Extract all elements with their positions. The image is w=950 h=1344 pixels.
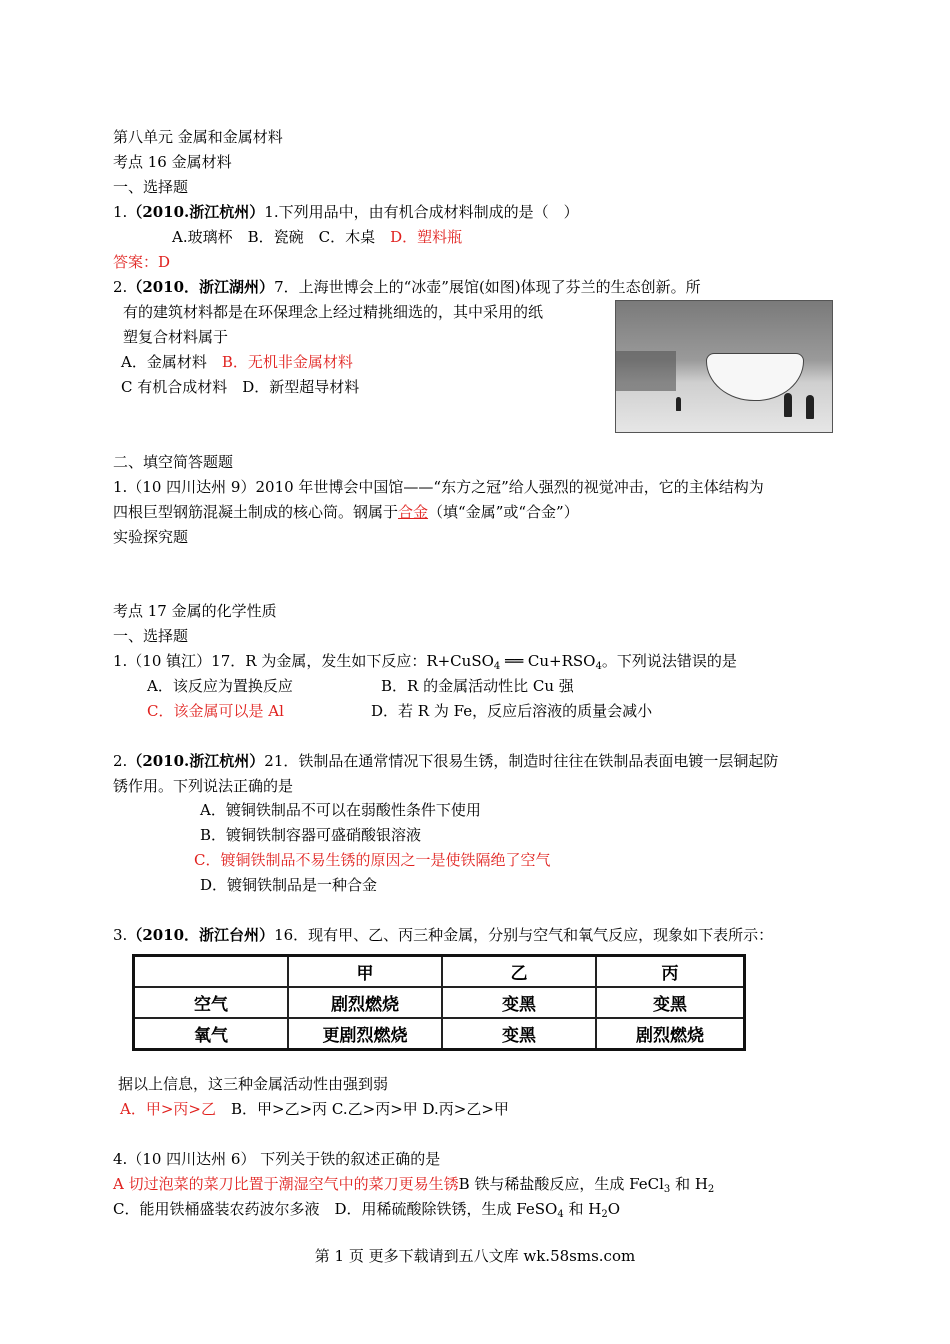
table-header-row [134, 956, 745, 988]
q-text: （填“金属”或“合金”） [428, 503, 579, 521]
t16-fq1-line1: 1.（10 四川达州 9）2010 年世博会中国馆——“东方之冠”给人强烈的视觉冲击，它的主体结构为 [113, 478, 764, 496]
table-cell: 剧烈燃烧 [596, 1018, 745, 1050]
t17-q1-option-c: C．该金属可以是 Al [147, 702, 284, 720]
option-d: 和 H [563, 1200, 602, 1218]
t17-q4-stem: 4.（10 四川达州 6） 下列关于铁的叙述正确的是 [113, 1150, 441, 1168]
table-header-cell: 丙 [596, 956, 745, 988]
t16-q2-line3: 塑复合材料属于 [123, 328, 229, 346]
t16-q2-line2: 有的建筑材料都是在环保理念上经过精挑细选的，其中采用的纸 [123, 303, 544, 321]
option-d: O [607, 1200, 621, 1218]
subscript: 4 [595, 661, 602, 672]
t16-q2-options-cd: C 有机合成材料 D．新型超导材料 [121, 378, 360, 396]
q-text: ══ Cu+RSO [500, 652, 596, 670]
t17-q2-option-b: B．镀铜铁制容器可盛硝酸银溶液 [200, 826, 422, 844]
table-cell: 变黑 [442, 1018, 596, 1050]
table-cell: 变黑 [442, 987, 596, 1018]
topic16-section-choice: 一、选择题 [113, 178, 189, 196]
t17-q1-option-a: A．该反应为置换反应 [147, 677, 293, 695]
table-cell: 氧气 [134, 1018, 289, 1050]
t17-q3-stem [113, 925, 773, 945]
option-a: A．金属材料 [121, 353, 222, 371]
q-text: 1.下列用品中，由有机合成材料制成的是（ ） [264, 203, 579, 221]
subscript: 3 [663, 1184, 671, 1195]
person-figure [676, 397, 681, 411]
option-d: D．用稀硫酸除铁锈，生成 FeSO [334, 1200, 558, 1218]
correct-option: A 切过泡菜的菜刀比置于潮湿空气中的菜刀更易生锈 [113, 1175, 459, 1193]
q-source: （2010.浙江杭州） [127, 203, 265, 221]
q-num: 1. [113, 203, 128, 221]
table-row [134, 1018, 745, 1050]
q-text: 四根巨型钢筋混凝土制成的核心筒。钢属于 [113, 503, 399, 521]
table-header-cell: 甲 [288, 956, 442, 988]
person-figure [806, 395, 814, 419]
topic16-title: 考点 16 金属材料 [113, 153, 232, 171]
q-text: 21．铁制品在通常情况下很易生锈，制造时往往在铁制品表面电镀一层铜起防 [264, 752, 779, 770]
correct-option: B．无机非金属材料 [221, 353, 353, 371]
table-cell: 更剧烈燃烧 [288, 1018, 442, 1050]
t16-q1-stem [113, 202, 579, 222]
t17-q2-option-a: A．镀铜铁制品不可以在弱酸性条件下使用 [200, 801, 481, 819]
t17-q3-options [120, 1099, 509, 1119]
q-text: 7．上海世博会上的“冰壶”展馆(如图)体现了芬兰的生态创新。所 [274, 278, 701, 296]
option-b: B 铁与稀盐酸反应，生成 FeCl [458, 1175, 664, 1193]
unit-title: 第八单元 金属和金属材料 [113, 128, 283, 146]
subscript: 2 [707, 1184, 715, 1195]
fill-answer: 合金 [398, 503, 429, 521]
t17-q4-options-ab [113, 1174, 714, 1194]
q-text: 1.（10 镇江）17．R 为金属，发生如下反应：R+CuSO [113, 652, 494, 670]
person-figure [784, 393, 792, 417]
t17-q4-options-cd [113, 1199, 620, 1219]
topic16-section-fill: 二、填空简答题题 [113, 453, 234, 471]
subscript: 4 [493, 661, 501, 672]
t17-q2-option-c: C．镀铜铁制品不易生锈的原因之一是使铁隔绝了空气 [194, 851, 551, 869]
correct-option: A．甲>丙>乙 [120, 1100, 216, 1118]
q-source: （2010．浙江湖州） [127, 278, 275, 296]
t16-q1-answer: 答案：D [113, 253, 171, 271]
table-cell: 变黑 [596, 987, 745, 1018]
ice-pot-pavilion-photo [615, 300, 833, 433]
correct-option: D．塑料瓶 [390, 228, 463, 246]
t16-fq1-line2 [113, 502, 579, 522]
topic16-section-experiment: 实验探究题 [113, 528, 189, 546]
t17-q2-line2: 锈作用。下列说法正确的是 [113, 777, 294, 795]
t16-q2-options-ab [121, 352, 353, 372]
q-num: 2. [113, 752, 128, 770]
t16-q1-options [172, 227, 462, 247]
option-c: C．能用铁桶盛装农药波尔多液 [113, 1200, 335, 1218]
t17-q3-after: 据以上信息，这三种金属活动性由强到弱 [118, 1075, 389, 1093]
q-text: 。下列说法错误的是 [601, 652, 737, 670]
subscript: 2 [601, 1209, 608, 1220]
option-b: 和 H [670, 1175, 708, 1193]
q-num: 3. [113, 926, 128, 944]
topic17-title: 考点 17 金属的化学性质 [113, 602, 277, 620]
subscript: 4 [557, 1209, 564, 1220]
table-cell: 空气 [134, 987, 289, 1018]
t17-q1-option-b: B．R 的金属活动性比 Cu 强 [381, 677, 574, 695]
table-header-cell: 乙 [442, 956, 596, 988]
page-footer: 第 1 页 更多下载请到五八文库 wk.58sms.com [314, 1247, 636, 1265]
q-num: 2. [113, 278, 128, 296]
t17-q1-stem [113, 651, 737, 671]
topic17-section-choice: 一、选择题 [113, 627, 189, 645]
table-cell: 剧烈燃烧 [288, 987, 442, 1018]
trees-shape [616, 351, 676, 391]
q-source: （2010．浙江台州） [127, 926, 275, 944]
options-text: A.玻璃杯 B．瓷碗 C．木桌 [172, 228, 391, 246]
t17-q2-option-d: D．镀铜铁制品是一种合金 [200, 876, 378, 894]
t17-q1-option-d: D．若 R 为 Fe，反应后溶液的质量会减小 [371, 702, 653, 720]
options-text: B．甲>乙>丙 C.乙>丙>甲 D.丙>乙>甲 [215, 1100, 509, 1118]
metal-reaction-table [132, 954, 746, 1051]
t17-q2-stem [113, 751, 778, 771]
q-source: （2010.浙江杭州） [127, 752, 265, 770]
table-row [134, 987, 745, 1018]
t16-q2-stem [113, 277, 701, 297]
q-text: 16．现有甲、乙、丙三种金属，分别与空气和氧气反应，现象如下表所示： [274, 926, 774, 944]
table-header-cell [134, 956, 289, 988]
